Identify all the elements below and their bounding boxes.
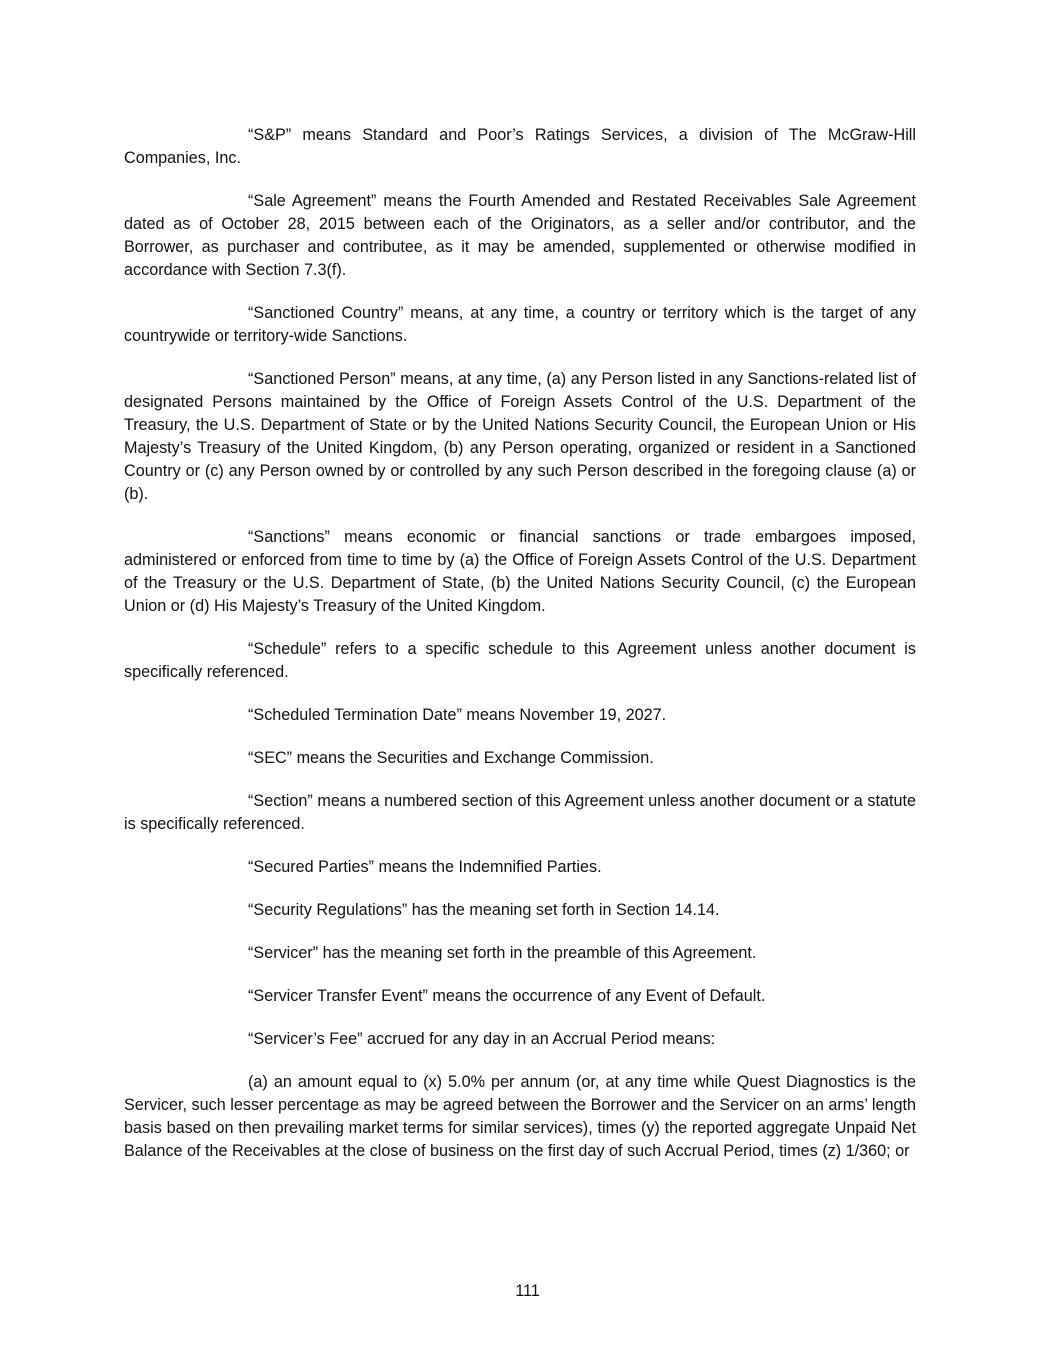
- definition-servicers-fee: “Servicer’s Fee” accrued for any day in an Accrual Period means:: [248, 1030, 716, 1048]
- definition-sp: “S&P” means Standard and Poor’s Ratings Services, a division of The McGraw-Hill Companies, Inc.: [124, 126, 916, 167]
- definition-servicer: “Servicer” has the meaning set forth in the preamble of this Agreement.: [248, 944, 757, 962]
- definition-sanctioned-person: “Sanctioned Person” means, at any time, (a) any Person listed in any Sanctions-related list of designated Persons maintained by the Office of Foreign Assets Control of the U.S. Department of the Treasury, the U.S. Department of State or by the United Nations Security Council, the European Union or His Majesty’s Treasury of the United Kingdom, (b) any Person operating, organized or resident in a Sanctioned Country or (c) any Person owned by or controlled by any such Person described in the foregoing clause (a) or (b).: [124, 370, 916, 503]
- definition-schedule: “Schedule” refers to a specific schedule to this Agreement unless another document is specifically referenced.: [124, 640, 916, 681]
- servicers-fee-clause-a: (a) an amount equal to (x) 5.0% per annum (or, at any time while Quest Diagnostics is the Servicer, such lesser percentage as may be agreed between the Borrower and the Servicer on an arms’ length basis based on then prevailing market terms for similar services), times (y) the reported aggregate Unpaid Net Balance of the Receivables at the close of business on the first day of such Accrual Period, times (z) 1/360; or: [124, 1073, 916, 1160]
- definition-security-regulations: “Security Regulations” has the meaning set forth in Section 14.14.: [248, 901, 720, 919]
- definition-sec: “SEC” means the Securities and Exchange Commission.: [248, 749, 654, 767]
- definition-sanctions: “Sanctions” means economic or financial sanctions or trade embargoes imposed, administered or enforced from time to time by (a) the Office of Foreign Assets Control of the U.S. Department of the Treasury or the U.S. Department of State, (b) the United Nations Security Council, (c) the European Union or (d) His Majesty’s Treasury of the United Kingdom.: [124, 528, 916, 615]
- definition-sale-agreement: “Sale Agreement” means the Fourth Amended and Restated Receivables Sale Agreement dated as of October 28, 2015 between each of the Originators, as a seller and/or contributor, and the Borrower, as purchaser and contributee, as it may be amended, supplemented or otherwise modified in accordance with Section 7.3(f).: [124, 192, 916, 279]
- page-number: 111: [515, 1282, 540, 1300]
- definition-scheduled-termination-date: “Scheduled Termination Date” means November 19, 2027.: [248, 706, 667, 724]
- definition-servicer-transfer-event: “Servicer Transfer Event” means the occurrence of any Event of Default.: [248, 987, 766, 1005]
- definition-secured-parties: “Secured Parties” means the Indemnified Parties.: [248, 858, 602, 876]
- definition-sanctioned-country: “Sanctioned Country” means, at any time, a country or territory which is the target of any countrywide or territory-wide Sanctions.: [124, 304, 916, 345]
- document-body: [124, 124, 916, 1183]
- definition-section: “Section” means a numbered section of this Agreement unless another document or a statute is specifically referenced.: [124, 792, 916, 833]
